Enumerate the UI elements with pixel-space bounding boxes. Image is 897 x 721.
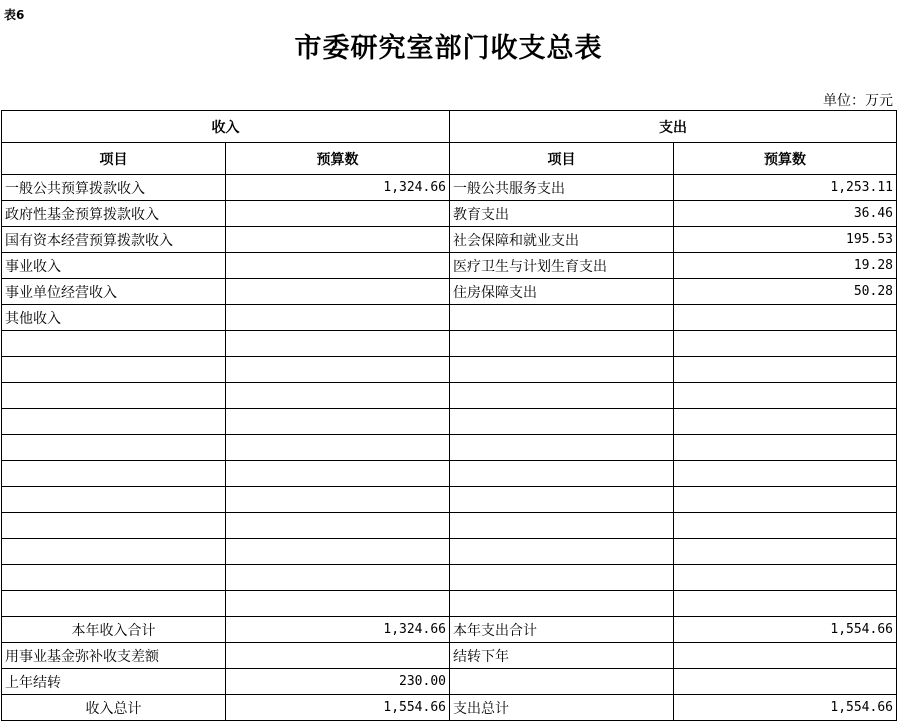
income-item-cell (2, 513, 226, 539)
page-title: 市委研究室部门收支总表 (294, 33, 603, 64)
income-item-cell: 事业收入 (2, 253, 226, 279)
table-row (2, 435, 897, 461)
expense-budget-header: 预算数 (674, 143, 897, 175)
income-item-cell: 政府性基金预算拨款收入 (2, 201, 226, 227)
income-item-cell: 国有资本经营预算拨款收入 (2, 227, 226, 253)
expense-item-cell (450, 669, 674, 695)
expense-value-cell: 19.28 (674, 253, 897, 279)
expense-value-cell (674, 461, 897, 487)
expense-section-header: 支出 (450, 111, 897, 143)
table-number: 表6 (4, 8, 25, 22)
income-item-cell: 用事业基金弥补收支差额 (2, 643, 226, 669)
income-value-cell (226, 539, 450, 565)
income-value-cell (226, 201, 450, 227)
income-section-header: 收入 (2, 111, 450, 143)
income-item-cell (2, 409, 226, 435)
income-value-cell (226, 331, 450, 357)
income-value-cell (226, 279, 450, 305)
income-item-cell (2, 383, 226, 409)
table-row (2, 175, 897, 201)
expense-item-cell (450, 357, 674, 383)
income-item-cell (2, 461, 226, 487)
expense-item-cell (450, 461, 674, 487)
income-value-cell: 1,554.66 (226, 695, 450, 721)
expense-value-cell (674, 487, 897, 513)
income-item-header: 项目 (2, 143, 226, 175)
expense-item-cell: 本年支出合计 (450, 617, 674, 643)
expense-value-cell (674, 331, 897, 357)
income-item-cell: 本年收入合计 (2, 617, 226, 643)
expense-item-cell: 医疗卫生与计划生育支出 (450, 253, 674, 279)
table-row (2, 409, 897, 435)
expense-value-cell: 1,554.66 (674, 617, 897, 643)
income-value-cell (226, 305, 450, 331)
expense-item-cell (450, 383, 674, 409)
expense-item-cell: 结转下年 (450, 643, 674, 669)
income-value-cell: 1,324.66 (226, 175, 450, 201)
expense-value-cell (674, 435, 897, 461)
expense-value-cell (674, 669, 897, 695)
table-row (2, 617, 897, 643)
expense-item-cell (450, 331, 674, 357)
expense-item-cell (450, 409, 674, 435)
table-row (2, 279, 897, 305)
income-item-cell: 一般公共预算拨款收入 (2, 175, 226, 201)
expense-value-cell: 36.46 (674, 201, 897, 227)
income-item-cell (2, 357, 226, 383)
unit-label: 单位：万元 (823, 93, 893, 109)
table-row (2, 461, 897, 487)
table-row (2, 565, 897, 591)
expense-value-cell (674, 565, 897, 591)
income-item-cell (2, 591, 226, 617)
income-value-cell (226, 253, 450, 279)
income-item-cell: 其他收入 (2, 305, 226, 331)
expense-item-cell: 住房保障支出 (450, 279, 674, 305)
table-row (2, 227, 897, 253)
table-row (2, 331, 897, 357)
income-value-cell: 230.00 (226, 669, 450, 695)
expense-value-cell (674, 513, 897, 539)
expense-value-cell (674, 357, 897, 383)
expense-value-cell: 1,554.66 (674, 695, 897, 721)
expense-value-cell (674, 409, 897, 435)
income-value-cell (226, 227, 450, 253)
income-item-cell: 收入总计 (2, 695, 226, 721)
table-row (2, 357, 897, 383)
income-value-cell (226, 435, 450, 461)
expense-item-cell: 一般公共服务支出 (450, 175, 674, 201)
expense-value-cell: 50.28 (674, 279, 897, 305)
income-value-cell (226, 565, 450, 591)
expense-value-cell: 195.53 (674, 227, 897, 253)
expense-value-cell (674, 643, 897, 669)
table-row (2, 539, 897, 565)
table-row (2, 253, 897, 279)
expense-item-cell (450, 513, 674, 539)
expense-value-cell (674, 383, 897, 409)
income-item-cell (2, 539, 226, 565)
table-row (2, 305, 897, 331)
income-item-cell (2, 487, 226, 513)
table-row (2, 695, 897, 721)
expense-item-cell: 支出总计 (450, 695, 674, 721)
expense-item-cell (450, 591, 674, 617)
expense-item-cell (450, 305, 674, 331)
table-row (2, 669, 897, 695)
income-value-cell (226, 461, 450, 487)
expense-item-cell (450, 487, 674, 513)
income-value-cell (226, 643, 450, 669)
table-row (2, 383, 897, 409)
expense-item-cell (450, 565, 674, 591)
income-item-cell: 上年结转 (2, 669, 226, 695)
table-row (2, 201, 897, 227)
section-header-row (2, 111, 897, 143)
income-value-cell: 1,324.66 (226, 617, 450, 643)
table-row (2, 513, 897, 539)
income-value-cell (226, 591, 450, 617)
column-header-row (2, 143, 897, 175)
income-item-cell: 事业单位经营收入 (2, 279, 226, 305)
table-row (2, 487, 897, 513)
expense-item-cell: 社会保障和就业支出 (450, 227, 674, 253)
expense-item-header: 项目 (450, 143, 674, 175)
expense-value-cell (674, 591, 897, 617)
expense-item-cell: 教育支出 (450, 201, 674, 227)
income-value-cell (226, 383, 450, 409)
income-item-cell (2, 331, 226, 357)
table-row (2, 643, 897, 669)
income-value-cell (226, 487, 450, 513)
expense-value-cell (674, 539, 897, 565)
income-value-cell (226, 513, 450, 539)
expense-value-cell (674, 305, 897, 331)
table-row (2, 591, 897, 617)
expense-item-cell (450, 435, 674, 461)
income-item-cell (2, 435, 226, 461)
income-item-cell (2, 565, 226, 591)
income-value-cell (226, 357, 450, 383)
expense-value-cell: 1,253.11 (674, 175, 897, 201)
income-value-cell (226, 409, 450, 435)
income-budget-header: 预算数 (226, 143, 450, 175)
income-expense-table (1, 110, 897, 721)
expense-item-cell (450, 539, 674, 565)
